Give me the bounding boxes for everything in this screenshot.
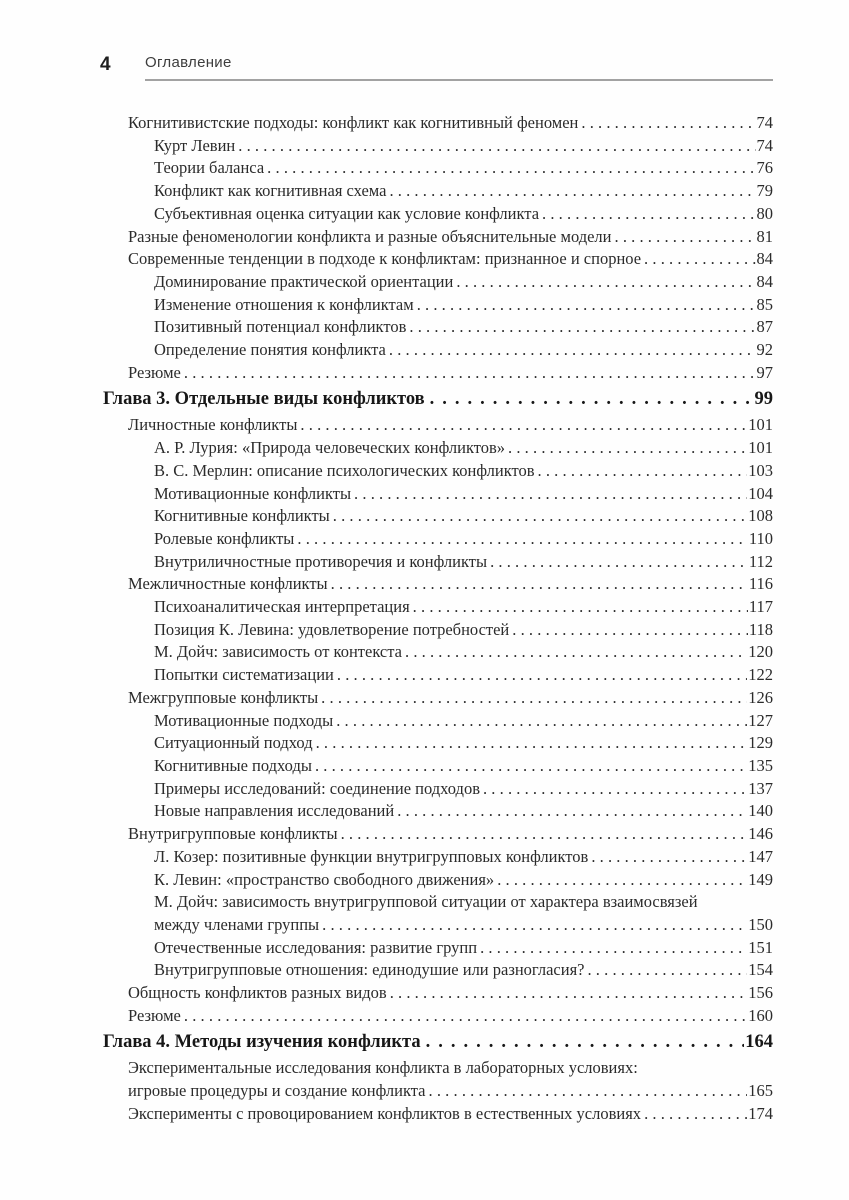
dot-leader <box>509 619 748 642</box>
toc-entry <box>103 959 773 982</box>
toc-entry-line1: Экспериментальные исследования конфликта в лабораторных условиях: <box>128 1058 638 1078</box>
toc-entry-page: 74 <box>756 113 773 132</box>
dot-leader <box>612 226 756 249</box>
toc-entry-title: Общность конфликтов разных видов <box>128 983 387 1003</box>
toc-entry-page: 150 <box>748 914 773 934</box>
dot-leader <box>386 180 755 203</box>
toc-entry-page: 74 <box>756 135 773 155</box>
toc-entry <box>103 1080 773 1103</box>
toc-entry-title: Современные тенденции в подходе к конфликтам: признанное и спорное <box>128 249 642 269</box>
toc-entry <box>103 710 773 733</box>
toc-entry-page: 84 <box>756 271 773 291</box>
dot-leader <box>480 778 747 801</box>
toc-entry-page: 135 <box>748 755 773 775</box>
dot-leader <box>425 387 754 412</box>
dot-leader <box>338 823 748 846</box>
toc-entry <box>103 271 773 294</box>
toc-entry <box>103 226 773 249</box>
toc-entry <box>103 248 773 271</box>
toc-entry-page: 129 <box>748 733 773 753</box>
toc-entry-title: Эксперименты с провоцированием конфликтов в естественных условиях <box>128 1103 642 1123</box>
toc-entry <box>103 437 773 460</box>
dot-leader <box>181 1005 747 1028</box>
toc-entry-title: Межгрупповые конфликты <box>128 687 319 707</box>
toc-chapter-entry <box>103 1030 773 1055</box>
page-header <box>100 54 773 81</box>
dot-leader <box>421 1030 745 1055</box>
dot-leader <box>181 362 756 385</box>
toc-entry-page: 118 <box>748 619 773 639</box>
dot-leader <box>328 573 748 596</box>
toc-entry-page: 108 <box>748 506 773 526</box>
toc-entry-page: 101 <box>748 438 773 458</box>
toc-entry-page: 101 <box>748 415 773 435</box>
toc-entry-title: Когнитивные подходы <box>154 755 312 775</box>
dot-leader <box>334 664 747 687</box>
dot-leader <box>535 460 748 483</box>
toc-entry-page: 112 <box>748 551 773 571</box>
dot-leader <box>402 641 747 664</box>
toc-entry-page: 137 <box>748 778 773 798</box>
toc-entry-title: между членами группы <box>154 914 320 934</box>
toc-entry-page: 104 <box>748 483 773 503</box>
toc-entry-page: 151 <box>748 937 773 957</box>
toc-entry <box>103 755 773 778</box>
dot-leader <box>641 248 755 271</box>
dot-leader <box>453 271 755 294</box>
toc-entry <box>103 619 773 642</box>
toc-entry <box>103 203 773 226</box>
dot-leader <box>641 1103 747 1126</box>
toc-entry-page: 103 <box>748 460 773 480</box>
toc-entry-page: 110 <box>748 528 773 548</box>
dot-leader <box>387 982 748 1005</box>
toc-entry-page: 117 <box>748 597 773 617</box>
toc-entry-page: 160 <box>748 1005 773 1025</box>
toc-entry-title: Когнитивные конфликты <box>154 506 330 526</box>
toc-entry <box>103 339 773 362</box>
toc-entry <box>103 316 773 339</box>
toc-entry-title: Резюме <box>128 362 181 382</box>
toc-entry-title: Разные феноменологии конфликта и разные объяснительные модели <box>128 226 612 246</box>
toc-entry <box>103 528 773 551</box>
toc-entry-page: 76 <box>756 158 773 178</box>
toc-entry <box>103 460 773 483</box>
toc-entry <box>103 664 773 687</box>
toc-entry-title: Личностные конфликты <box>128 415 298 435</box>
toc-entry <box>103 362 773 385</box>
toc-entry <box>103 294 773 317</box>
toc-entry-page: 149 <box>748 869 773 889</box>
toc-entry-page: 126 <box>748 687 773 707</box>
toc-entry-page: 80 <box>756 203 773 223</box>
toc-entry-title: Л. Козер: позитивные функции внутригрупповых конфликтов <box>154 846 589 866</box>
toc-entry <box>103 914 773 937</box>
dot-leader <box>312 755 747 778</box>
toc-entry-title: Резюме <box>128 1005 181 1025</box>
page-number: 4 <box>100 54 111 75</box>
dot-leader <box>505 437 747 460</box>
dot-leader <box>313 732 748 755</box>
toc-entry-title: А. Р. Лурия: «Природа человеческих конфликтов» <box>154 438 506 458</box>
dot-leader <box>477 937 747 960</box>
toc-entry-page: 84 <box>756 249 773 269</box>
dot-leader <box>487 551 748 574</box>
toc-entry <box>103 778 773 801</box>
toc-list <box>103 112 773 1126</box>
toc-entry-title: Мотивационные подходы <box>154 710 334 730</box>
toc-entry <box>103 800 773 823</box>
toc-entry <box>103 823 773 846</box>
toc-entry-page: 87 <box>756 317 773 337</box>
toc-entry <box>103 135 773 158</box>
toc-entry-title: Попытки систематизации <box>154 665 334 685</box>
toc-entry-title: Ролевые конфликты <box>154 528 295 548</box>
toc-entry-page: 79 <box>756 181 773 201</box>
toc-entry-title: Когнитивистские подходы: конфликт как когнитивный феномен <box>128 113 579 132</box>
dot-leader <box>294 528 747 551</box>
toc-entry-page: 81 <box>756 226 773 246</box>
toc-entry-title: Отечественные исследования: развитие групп <box>154 937 478 957</box>
toc-entry-title: Позитивный потенциал конфликтов <box>154 317 407 337</box>
toc-entry <box>103 112 773 135</box>
dot-leader <box>406 316 755 339</box>
toc-entry-title: Субъективная оценка ситуации как условие конфликта <box>154 203 540 223</box>
dot-leader <box>578 112 755 135</box>
toc-entry <box>103 483 773 506</box>
toc-entry-title: Внутриличностные противоречия и конфликты <box>154 551 488 571</box>
toc-entry <box>103 982 773 1005</box>
running-title: Оглавление <box>145 54 232 71</box>
toc-entry-page: 127 <box>748 710 773 730</box>
toc-entry-title: Позиция К. Левина: удовлетворение потребностей <box>154 619 510 639</box>
toc-entry-title: Определение понятия конфликта <box>154 340 386 360</box>
toc-entry-title: Изменение отношения к конфликтам <box>154 294 414 314</box>
toc-entry <box>103 551 773 574</box>
toc-entry <box>103 937 773 960</box>
dot-leader <box>235 135 755 158</box>
toc-entry <box>103 157 773 180</box>
toc-entry-page: 116 <box>748 574 773 594</box>
toc-entry-title: В. С. Мерлин: описание психологических конфликтов <box>154 460 535 480</box>
dot-leader <box>414 294 756 317</box>
toc-entry-page: 99 <box>754 389 773 410</box>
toc-entry <box>103 414 773 437</box>
dot-leader <box>539 203 755 226</box>
toc-entry-title: К. Левин: «пространство свободного движения» <box>154 869 495 889</box>
dot-leader <box>588 846 747 869</box>
toc-entry-page: 164 <box>745 1032 773 1053</box>
toc-entry-title: Глава 4. Методы изучения конфликта <box>103 1032 421 1053</box>
dot-leader <box>394 800 747 823</box>
toc-entry-title: М. Дойч: зависимость от контекста <box>154 642 402 662</box>
dot-leader <box>410 596 748 619</box>
toc-entry-page: 140 <box>748 801 773 821</box>
toc-entry-title: Конфликт как когнитивная схема <box>154 181 387 201</box>
dot-leader <box>330 505 747 528</box>
toc-entry-page: 154 <box>748 960 773 980</box>
dot-leader <box>386 339 756 362</box>
toc-entry-page: 146 <box>748 824 773 844</box>
toc-entry <box>103 869 773 892</box>
dot-leader <box>584 959 747 982</box>
toc-entry <box>103 596 773 619</box>
toc-entry-page: 174 <box>748 1103 773 1123</box>
dot-leader <box>319 914 747 937</box>
toc-entry <box>103 641 773 664</box>
toc-entry-page: 120 <box>748 642 773 662</box>
toc-entry-page: 122 <box>748 665 773 685</box>
dot-leader <box>351 483 747 506</box>
toc-chapter-entry <box>103 387 773 412</box>
toc-entry-page: 165 <box>748 1081 773 1101</box>
dot-leader <box>264 157 755 180</box>
toc-entry <box>103 1005 773 1028</box>
dot-leader <box>333 710 747 733</box>
dot-leader <box>426 1080 748 1103</box>
toc-entry-title: Глава 3. Отдельные виды конфликтов <box>103 389 425 410</box>
toc-entry <box>103 687 773 710</box>
toc-entry-page: 147 <box>748 846 773 866</box>
toc-entry-page: 97 <box>756 362 773 382</box>
dot-leader <box>494 869 747 892</box>
toc-entry-title: Новые направления исследований <box>154 801 395 821</box>
toc-entry-title: Ситуационный подход <box>154 733 313 753</box>
toc-entry-title: Примеры исследований: соединение подходов <box>154 778 480 798</box>
toc-entry-title: Внутригрупповые конфликты <box>128 824 338 844</box>
toc-entry-line1: М. Дойч: зависимость внутригрупповой ситуации от характера взаимосвязей <box>154 892 698 912</box>
toc-entry-title: Мотивационные конфликты <box>154 483 352 503</box>
toc-entry-page: 85 <box>756 294 773 314</box>
toc-entry <box>103 1103 773 1126</box>
toc-entry <box>103 180 773 203</box>
toc-entry-title: Теории баланса <box>154 158 265 178</box>
toc-entry-page: 92 <box>756 340 773 360</box>
header-rule <box>145 54 773 81</box>
toc-entry-title: Доминирование практической ориентации <box>154 271 454 291</box>
toc-entry-title: Психоаналитическая интерпретация <box>154 597 410 617</box>
toc-entry-title: Курт Левин <box>154 135 236 155</box>
toc-entry-title: игровые процедуры и создание конфликта <box>128 1081 426 1101</box>
toc-entry <box>103 505 773 528</box>
toc-entry-title: Внутригрупповые отношения: единодушие или разногласия? <box>154 960 585 980</box>
dot-leader <box>297 414 747 437</box>
toc-entry-title: Межличностные конфликты <box>128 574 328 594</box>
toc-entry-page: 156 <box>748 983 773 1003</box>
toc-entry <box>103 732 773 755</box>
toc-entry <box>103 573 773 596</box>
dot-leader <box>318 687 747 710</box>
toc-entry <box>103 846 773 869</box>
